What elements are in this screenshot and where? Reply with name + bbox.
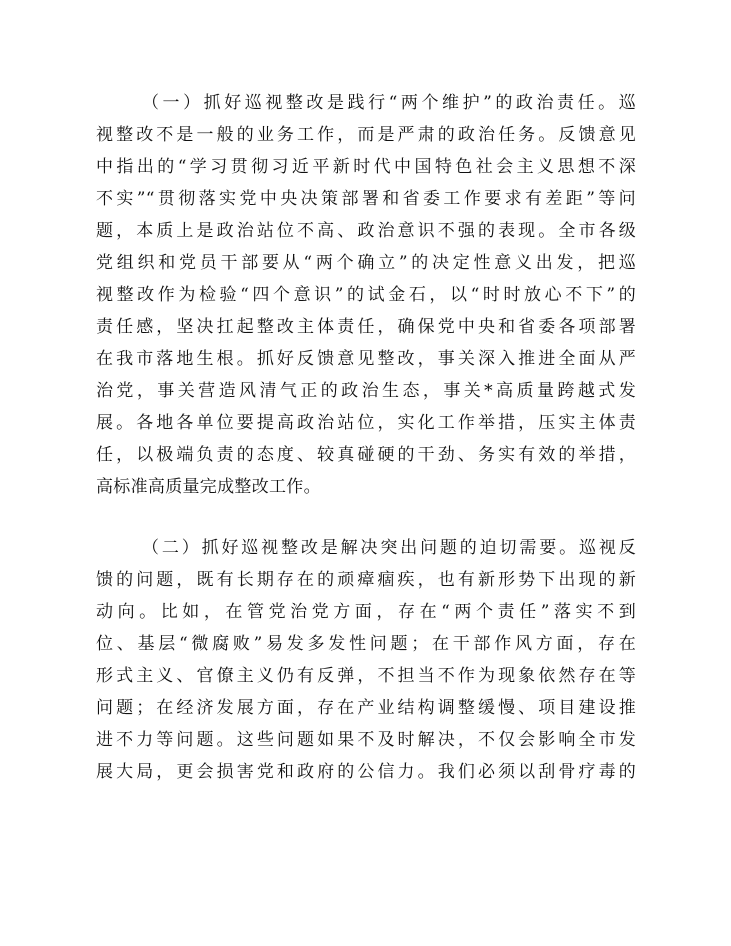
paragraph-line: 题，本质上是政治站位不高、政治意识不强的表现。全市各级 [96, 221, 636, 241]
paragraph-1 [96, 87, 636, 503]
paragraph-line: 动向。比如，在管党治党方面，存在“两个责任”落实不到 [96, 602, 636, 622]
paragraph-line: 责任感，坚决扛起整改主体责任，确保党中央和省委各项部署 [96, 317, 636, 337]
paragraph-line: 馈的问题，既有长期存在的顽瘴痼疾，也有新形势下出现的新 [96, 570, 636, 590]
paragraph-line: 形式主义、官僚主义仍有反弹，不担当不作为现象依然存在等 [96, 666, 636, 686]
paragraph-line: 视整改作为检验“四个意识”的试金石，以“时时放心不下”的 [96, 285, 636, 305]
paragraph-2 [96, 532, 636, 788]
paragraph-line: 任，以极端负责的态度、较真碰硬的干劲、务实有效的举措， [96, 445, 636, 465]
paragraph-line: 位、基层“微腐败”易发多发性问题；在干部作风方面，存在 [96, 634, 636, 654]
paragraph-line: （一）抓好巡视整改是践行“两个维护”的政治责任。巡 [142, 93, 636, 113]
paragraph-line: 进不力等问题。这些问题如果不及时解决，不仅会影响全市发 [96, 730, 636, 750]
paragraph-line: 问题；在经济发展方面，存在产业结构调整缓慢、项目建设推 [96, 698, 636, 718]
paragraph-line: 治党，事关营造风清气正的政治生态，事关*高质量跨越式发 [96, 381, 636, 401]
paragraph-line: （二）抓好巡视整改是解决突出问题的迫切需要。巡视反 [142, 538, 636, 558]
paragraph-line: 不实”“贯彻落实党中央决策部署和省委工作要求有差距”等问 [96, 189, 636, 209]
paragraph-line: 展。各地各单位要提高政治站位，实化工作举措，压实主体责 [96, 413, 636, 433]
paragraph-line: 高标准高质量完成整改工作。 [96, 477, 321, 497]
paragraph-line: 视整改不是一般的业务工作，而是严肃的政治任务。反馈意见 [96, 125, 636, 145]
paragraph-line: 党组织和党员干部要从“两个确立”的决定性意义出发，把巡 [96, 253, 636, 273]
paragraph-line: 在我市落地生根。抓好反馈意见整改，事关深入推进全面从严 [96, 349, 636, 369]
paragraph-line: 中指出的“学习贯彻习近平新时代中国特色社会主义思想不深 [96, 157, 636, 177]
paragraph-line: 展大局，更会损害党和政府的公信力。我们必须以刮骨疗毒的 [96, 762, 636, 782]
